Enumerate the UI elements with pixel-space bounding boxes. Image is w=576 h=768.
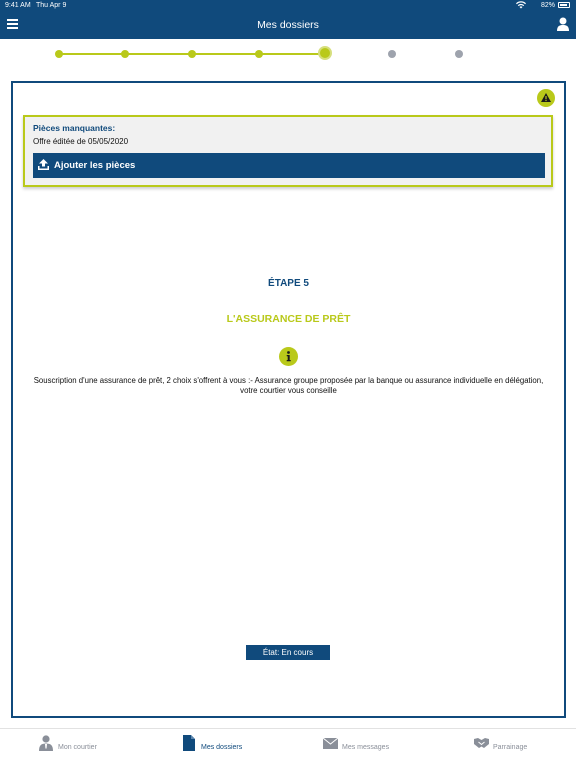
step-dot-7[interactable] [455,50,463,58]
handshake-icon [474,737,489,749]
tab-label-parrainage: Parrainage [493,744,528,751]
status-badge: État: En cours [246,645,330,660]
step-number: ÉTAPE 5 [268,278,309,289]
tab-bar [0,728,576,768]
envelope-icon [323,738,338,749]
user-icon[interactable] [557,17,569,31]
battery-percent: 82% [540,2,555,9]
step-title: L'ASSURANCE DE PRÊT [226,313,351,325]
add-documents-button[interactable] [33,153,545,178]
add-documents-label: Ajouter les pièces [54,160,136,171]
step-dot-6[interactable] [388,50,396,58]
step-dot-1[interactable] [55,50,63,58]
tab-label-mes-messages: Mes messages [342,744,390,751]
page-title: Mes dossiers [257,19,319,31]
tab-mes-messages[interactable] [323,735,403,759]
upload-icon [38,159,49,170]
tab-parrainage[interactable] [474,735,544,759]
status-time: 9:41 AM [5,2,31,9]
wifi-icon [516,1,526,9]
tab-mes-dossiers[interactable] [183,735,253,759]
document-icon [183,735,195,751]
tab-label-mon-courtier: Mon courtier [58,744,97,751]
step-description: Souscription d'une assurance de prêt, 2 choix s'offrent à vous :- Assurance groupe proposée par la banque ou assurance individuelle en délégation, votre courtier vous conseille [33,376,544,395]
info-icon [279,347,298,366]
missing-documents-panel [23,115,553,187]
progress-stepper [0,39,576,69]
nav-bar [0,11,576,39]
step-card [11,81,566,718]
tab-mon-courtier[interactable] [39,735,119,759]
person-icon [39,735,53,751]
status-bar [0,0,576,11]
step-dot-2[interactable] [121,50,129,58]
step-dot-5-current[interactable] [318,46,332,60]
warning-badge[interactable] [537,89,555,107]
status-date: Thu Apr 9 [36,2,67,9]
offer-date-text: Offre éditée de 05/05/2020 [33,137,129,146]
tab-label-mes-dossiers: Mes dossiers [201,744,243,751]
step-dot-3[interactable] [188,50,196,58]
missing-documents-title: Pièces manquantes: [33,123,116,133]
warning-icon [541,93,551,102]
step-dot-4[interactable] [255,50,263,58]
battery-icon [558,2,570,8]
